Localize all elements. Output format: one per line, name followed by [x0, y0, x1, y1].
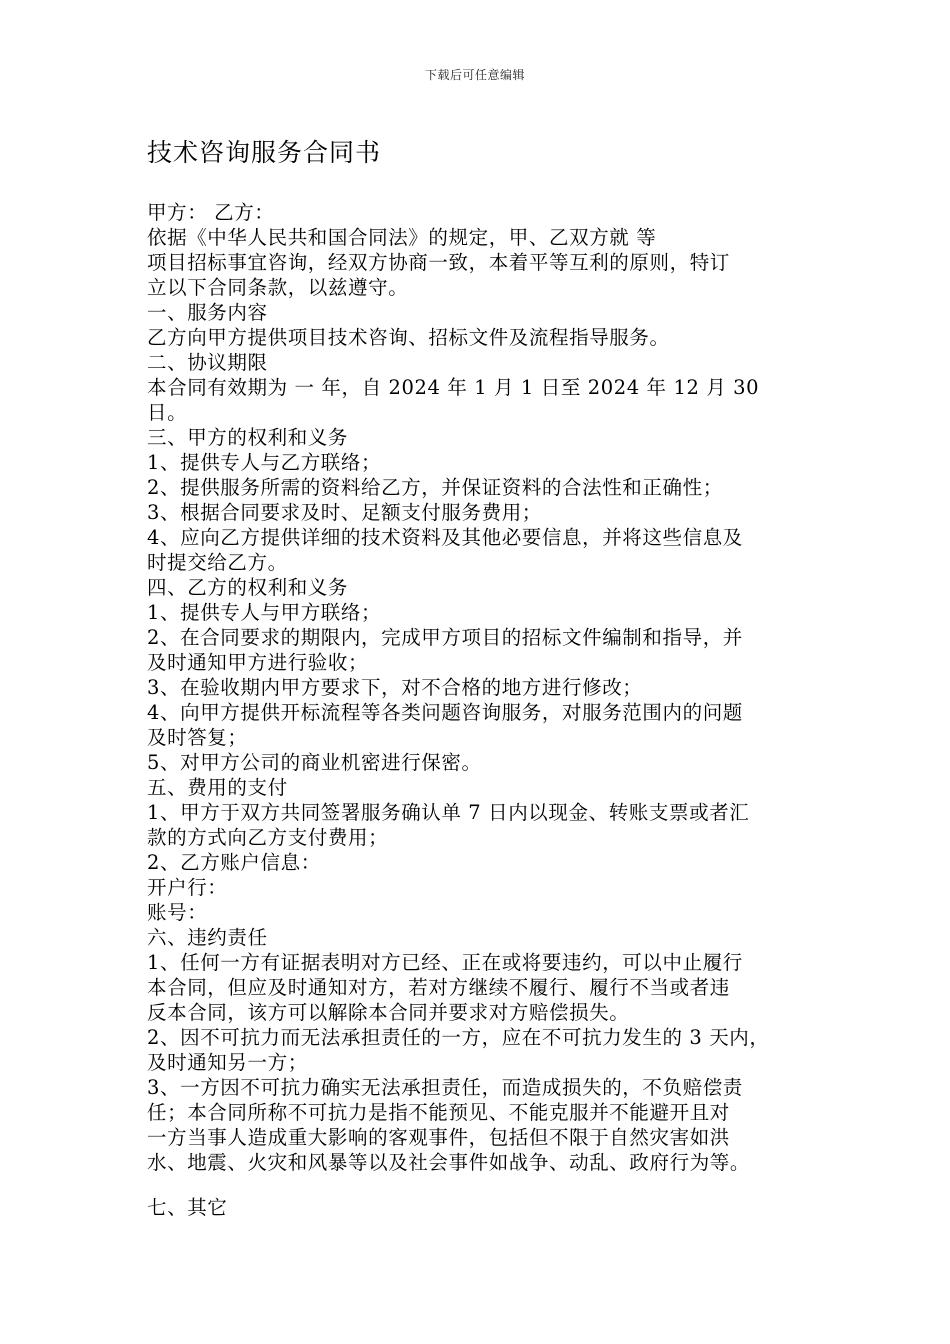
body-line: 3、根据合同要求及时、足额支付服务费用； — [147, 501, 542, 524]
body-line: 立以下合同条款，以兹遵守。 — [147, 276, 409, 299]
body-line: 2、因不可抗力而无法承担责任的一方，应在不可抗力发生的 3 天内， — [147, 1026, 770, 1049]
body-line: 三、甲方的权利和义务 — [147, 426, 349, 449]
body-line: 一、服务内容 — [147, 301, 268, 324]
body-line: 五、费用的支付 — [147, 776, 288, 799]
section-spacer — [147, 1175, 827, 1195]
body-line: 2、提供服务所需的资料给乙方，并保证资料的合法性和正确性； — [147, 476, 723, 499]
body-line: 六、违约责任 — [147, 926, 268, 949]
body-line: 本合同，但应及时通知对方，若对方继续不履行、履行不当或者违 — [147, 976, 730, 999]
body-line: 3、在验收期内甲方要求下，对不合格的地方进行修改； — [147, 676, 643, 699]
body-line: 5、对甲方公司的商业机密进行保密。 — [147, 751, 482, 774]
body-line: 乙方向甲方提供项目技术咨询、招标文件及流程指导服务。 — [147, 326, 670, 349]
body-line: 任；本合同所称不可抗力是指不能预见、不能克服并不能避开且对 — [147, 1101, 730, 1124]
body-line: 及时通知另一方； — [147, 1051, 308, 1074]
body-line: 款的方式向乙方支付费用； — [147, 826, 389, 849]
body-line: 1、提供专人与乙方联络； — [147, 451, 382, 474]
body-line: 4、应向乙方提供详细的技术资料及其他必要信息，并将这些信息及 — [147, 526, 743, 549]
body-line: 时提交给乙方。 — [147, 551, 288, 574]
body-line: 日。 — [147, 401, 188, 424]
section-heading-other: 七、其它 — [147, 1196, 228, 1219]
body-line: 1、甲方于双方共同签署服务确认单 7 日内以现金、转账支票或者汇 — [147, 801, 750, 824]
body-line: 2、乙方账户信息： — [147, 851, 321, 874]
body-line: 开户行： — [147, 876, 228, 899]
body-line: 二、协议期限 — [147, 351, 268, 374]
body-line: 及时通知甲方进行验收； — [147, 651, 369, 674]
body-line: 四、乙方的权利和义务 — [147, 576, 349, 599]
body-line: 1、任何一方有证据表明对方已经、正在或将要违约，可以中止履行 — [147, 951, 743, 974]
body-line: 3、一方因不可抗力确实无法承担责任，而造成损失的，不负赔偿责 — [147, 1076, 743, 1099]
contract-body — [147, 200, 827, 1220]
header-note: 下载后可任意编辑 — [424, 68, 525, 82]
body-line: 及时答复； — [147, 726, 248, 749]
body-line: 项目招标事宜咨询，经双方协商一致，本着平等互利的原则，特订 — [147, 251, 730, 274]
body-line: 1、提供专人与甲方联络； — [147, 601, 382, 624]
body-line: 4、向甲方提供开标流程等各类问题咨询服务，对服务范围内的问题 — [147, 701, 743, 724]
body-line: 水、地震、火灾和风暴等以及社会事件如战争、动乱、政府行为等。 — [147, 1151, 751, 1174]
body-line: 反本合同，该方可以解除本合同并要求对方赔偿损失。 — [147, 1001, 630, 1024]
body-line: 账号： — [147, 901, 208, 924]
body-line: 一方当事人造成重大影响的客观事件，包括但不限于自然灾害如洪 — [147, 1126, 730, 1149]
document-title: 技术咨询服务合同书 — [147, 138, 382, 167]
body-line: 本合同有效期为 一 年，自 2024 年 1 月 1 日至 2024 年 12 月 30 — [147, 376, 760, 399]
body-line: 甲方： 乙方： — [147, 201, 275, 224]
body-line: 2、在合同要求的期限内，完成甲方项目的招标文件编制和指导，并 — [147, 626, 743, 649]
body-line: 依据《中华人民共和国合同法》的规定，甲、乙双方就 等 — [147, 226, 657, 249]
